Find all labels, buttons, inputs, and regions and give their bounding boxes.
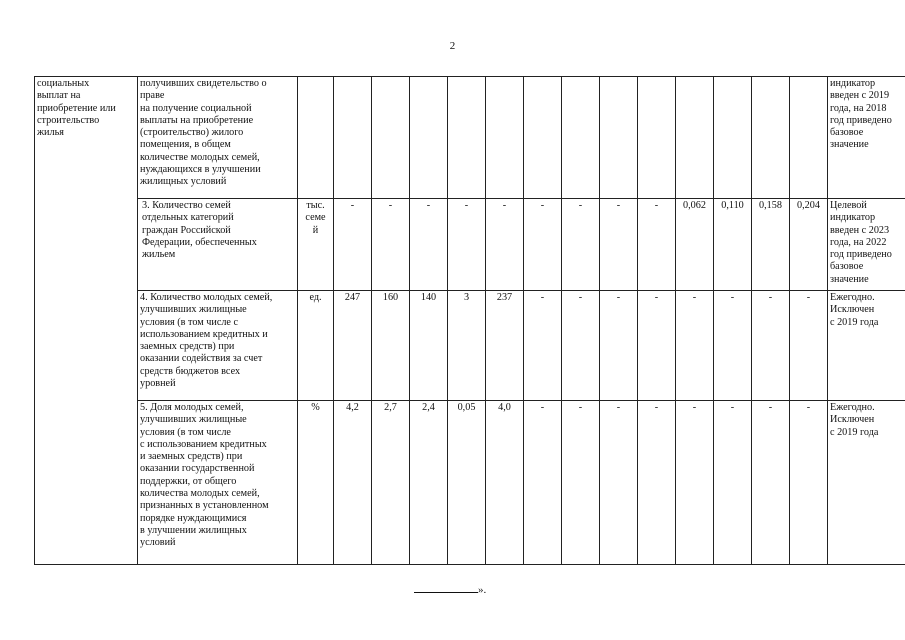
value-cell: - bbox=[524, 291, 562, 401]
table-row bbox=[35, 77, 905, 199]
value-cell: - bbox=[676, 401, 714, 565]
indicator-name-cell: получивших свидетельство о праве на получение социальной выплаты на приобретение (строительство) жилого помещения, в общем количестве молодых семей, нуждающихся в улучшении жилищных условий bbox=[138, 77, 298, 199]
value-cell bbox=[448, 77, 486, 199]
note-cell: Ежегодно. Исключен с 2019 года bbox=[828, 291, 905, 401]
value-cell: - bbox=[638, 401, 676, 565]
value-cell bbox=[676, 77, 714, 199]
value-cell: - bbox=[562, 291, 600, 401]
value-cell: - bbox=[752, 401, 790, 565]
value-cell: - bbox=[562, 401, 600, 565]
value-cell: 0,110 bbox=[714, 199, 752, 291]
note-cell: Целевой индикатор введен с 2023 года, на 2022 год приведено базовое значение bbox=[828, 199, 905, 291]
value-cell bbox=[486, 77, 524, 199]
value-cell bbox=[752, 77, 790, 199]
value-cell: 160 bbox=[372, 291, 410, 401]
indicator-name-cell: 4. Количество молодых семей, улучшивших жилищные условия (в том числе с использованием кредитных и заемных средств) при оказании содействия за счет средств бюджетов всех уровней bbox=[138, 291, 298, 401]
table-row bbox=[35, 199, 905, 291]
unit-cell: % bbox=[298, 401, 334, 565]
indicator-name-cell: 3. Количество семей отдельных категорий граждан Российской Федерации, обеспеченных жильем bbox=[138, 199, 298, 291]
value-cell: - bbox=[334, 199, 372, 291]
value-cell: 237 bbox=[486, 291, 524, 401]
value-cell bbox=[410, 77, 448, 199]
indicators-table bbox=[34, 76, 905, 565]
value-cell: - bbox=[600, 291, 638, 401]
program-name-cell: социальных выплат на приобретение или строительство жилья bbox=[35, 77, 138, 565]
value-cell bbox=[334, 77, 372, 199]
value-cell: - bbox=[600, 199, 638, 291]
value-cell: - bbox=[600, 401, 638, 565]
value-cell: - bbox=[752, 291, 790, 401]
value-cell: 140 bbox=[410, 291, 448, 401]
value-cell: 4,2 bbox=[334, 401, 372, 565]
value-cell: - bbox=[372, 199, 410, 291]
value-cell: 247 bbox=[334, 291, 372, 401]
table-row bbox=[35, 401, 905, 565]
value-cell: 3 bbox=[448, 291, 486, 401]
value-cell: 2,7 bbox=[372, 401, 410, 565]
value-cell bbox=[524, 77, 562, 199]
value-cell: - bbox=[638, 291, 676, 401]
value-cell: 0,05 bbox=[448, 401, 486, 565]
value-cell: - bbox=[790, 401, 828, 565]
value-cell: 0,062 bbox=[676, 199, 714, 291]
value-cell: - bbox=[562, 199, 600, 291]
value-cell: - bbox=[448, 199, 486, 291]
value-cell: - bbox=[524, 199, 562, 291]
value-cell: - bbox=[714, 401, 752, 565]
note-cell: индикатор введен с 2019 года, на 2018 год приведено базовое значение bbox=[828, 77, 905, 199]
closing-line bbox=[414, 584, 486, 596]
unit-cell bbox=[298, 77, 334, 199]
value-cell: - bbox=[524, 401, 562, 565]
signature-underline bbox=[414, 584, 478, 593]
table-row bbox=[35, 291, 905, 401]
value-cell: - bbox=[638, 199, 676, 291]
value-cell bbox=[562, 77, 600, 199]
value-cell: - bbox=[410, 199, 448, 291]
value-cell bbox=[638, 77, 676, 199]
unit-cell: ед. bbox=[298, 291, 334, 401]
page-number: 2 bbox=[449, 40, 456, 52]
value-cell: 0,158 bbox=[752, 199, 790, 291]
unit-cell: тыс. семе й bbox=[298, 199, 334, 291]
closing-quote: ». bbox=[478, 584, 487, 596]
value-cell: 0,204 bbox=[790, 199, 828, 291]
value-cell bbox=[714, 77, 752, 199]
value-cell: 2,4 bbox=[410, 401, 448, 565]
note-cell: Ежегодно. Исключен с 2019 года bbox=[828, 401, 905, 565]
value-cell: - bbox=[486, 199, 524, 291]
value-cell: 4,0 bbox=[486, 401, 524, 565]
value-cell bbox=[372, 77, 410, 199]
indicator-name-cell: 5. Доля молодых семей, улучшивших жилищные условия (в том числе с использованием кредитных и заемных средств) при оказании государственной поддержки, от общего количества молодых семей, признанных в установленном порядке нуждающимися в улучшении жилищных условий bbox=[138, 401, 298, 565]
value-cell bbox=[790, 77, 828, 199]
value-cell bbox=[600, 77, 638, 199]
value-cell: - bbox=[714, 291, 752, 401]
value-cell: - bbox=[676, 291, 714, 401]
value-cell: - bbox=[790, 291, 828, 401]
